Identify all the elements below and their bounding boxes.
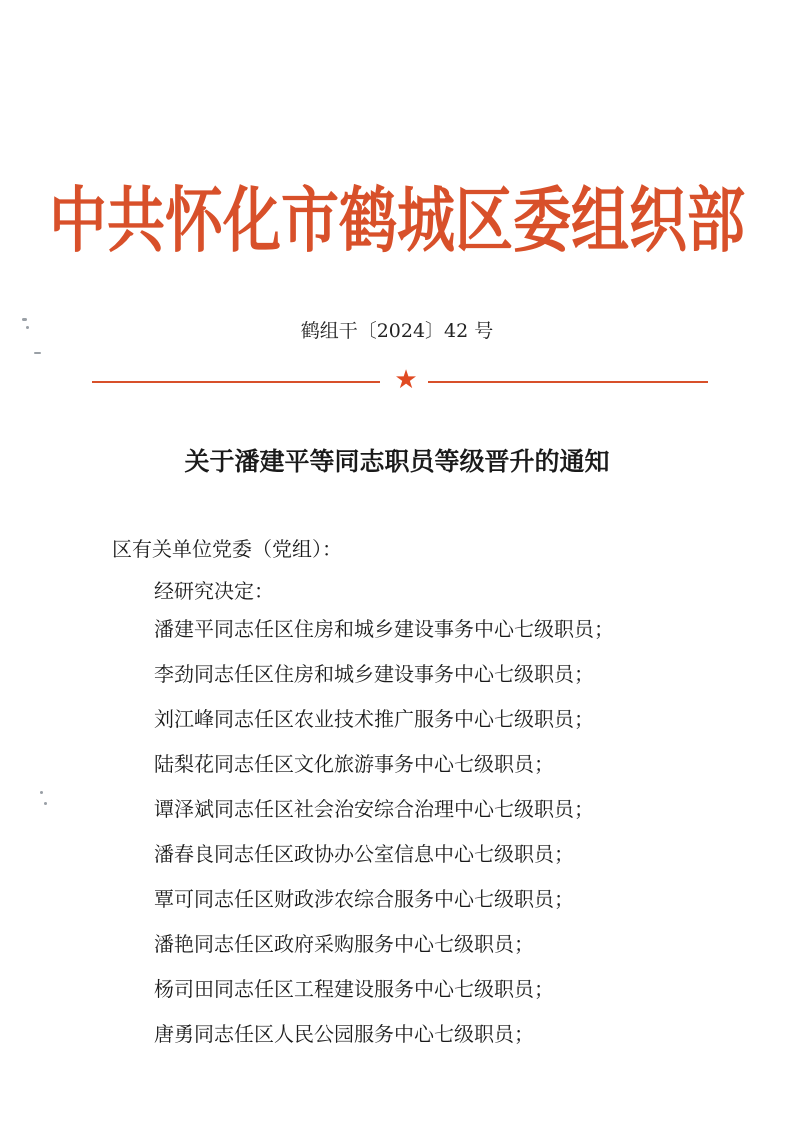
appointment-item: 唐勇同志任区人民公园服务中心七级职员； bbox=[154, 1022, 534, 1046]
appointment-item: 覃可同志任区财政涉农综合服务中心七级职员； bbox=[154, 887, 574, 911]
notice-title: 关于潘建平等同志职员等级晋升的通知 bbox=[184, 447, 610, 476]
header-divider-left bbox=[92, 381, 380, 383]
appointment-item: 杨司田同志任区工程建设服务中心七级职员； bbox=[154, 977, 554, 1001]
star-icon: ★ bbox=[394, 365, 418, 395]
header-divider-right bbox=[428, 381, 708, 383]
scan-speck bbox=[40, 791, 43, 794]
appointment-item: 谭泽斌同志任区社会治安综合治理中心七级职员； bbox=[154, 797, 594, 821]
scan-speck bbox=[44, 802, 47, 805]
appointment-item: 刘江峰同志任区农业技术推广服务中心七级职员； bbox=[154, 707, 594, 731]
appointment-item: 潘建平同志任区住房和城乡建设事务中心七级职员； bbox=[154, 617, 614, 641]
salutation: 区有关单位党委（党组）： bbox=[112, 537, 342, 561]
appointment-item: 陆梨花同志任区文化旅游事务中心七级职员； bbox=[154, 752, 554, 776]
appointment-item: 潘春良同志任区政协办公室信息中心七级职员； bbox=[154, 842, 574, 866]
document-number: 鹤组干〔2024〕42 号 bbox=[300, 320, 494, 342]
appointment-item: 潘艳同志任区政府采购服务中心七级职员； bbox=[154, 932, 534, 956]
scan-speck bbox=[34, 352, 41, 354]
appointment-list bbox=[154, 613, 614, 1063]
decision-intro: 经研究决定： bbox=[154, 579, 274, 603]
appointment-item: 李劲同志任区住房和城乡建设事务中心七级职员； bbox=[154, 662, 594, 686]
issuing-organization: 中共怀化市鹤城区委组织部 bbox=[48, 179, 745, 263]
